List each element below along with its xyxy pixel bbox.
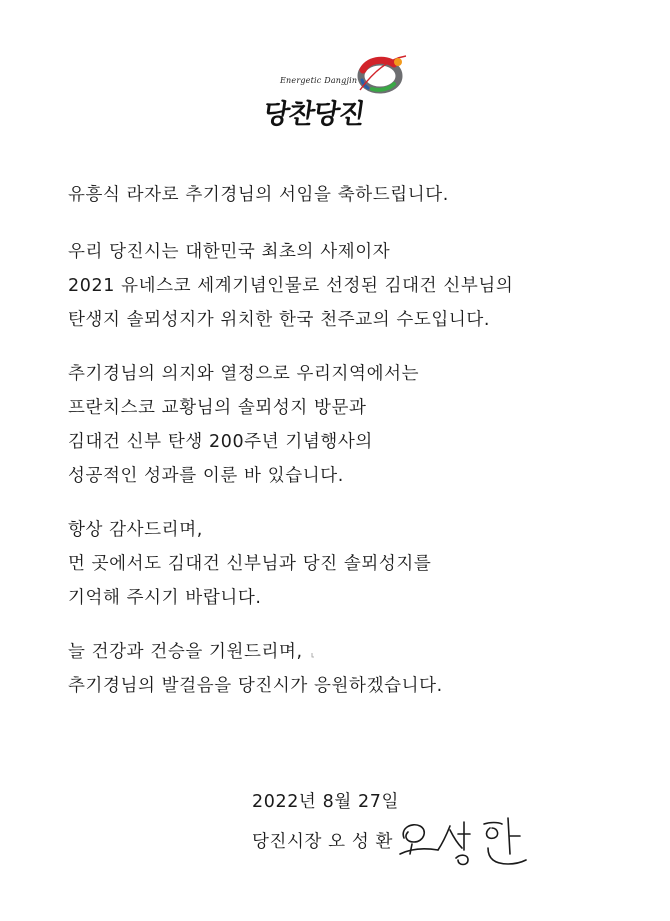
- letter-body: [68, 178, 648, 723]
- paragraph: [68, 178, 648, 212]
- text-line: 기억해 주시기 바랍니다.: [68, 588, 262, 608]
- text-line: 우리 당진시는 대한민국 최초의 사제이자: [68, 242, 391, 262]
- paragraph: [68, 357, 648, 493]
- text-line: 추기경님의 의지와 열정으로 우리지역에서는: [68, 364, 420, 384]
- logo-tagline: Energetic Dangjin: [280, 76, 358, 85]
- paragraph: [68, 235, 648, 337]
- letter-date: 2022년 8월 27일: [252, 792, 399, 812]
- paragraph: [68, 635, 648, 703]
- text-line: 추기경님의 발걸음을 당진시가 응원하겠습니다.: [68, 676, 443, 696]
- text-line: 김대건 신부 탄생 200주년 기념행사의: [68, 432, 373, 452]
- text-line: 유흥식 라자로 추기경님의 서임을 축하드립니다.: [68, 185, 449, 205]
- sender-name: 당진시장 오 성 환: [252, 832, 394, 852]
- text-line: 2021 유네스코 세계기념인물로 선정된 김대건 신부님의: [68, 276, 514, 296]
- dangjin-logo: [256, 48, 416, 138]
- text-line: 프란치스코 교황님의 솔뫼성지 방문과: [68, 398, 367, 418]
- text-line: 항상 감사드리며,: [68, 520, 203, 540]
- logo-wordmark: 당찬당진: [261, 99, 367, 130]
- text-line: 먼 곳에서도 김대건 신부님과 당진 솔뫼성지를: [68, 554, 432, 574]
- text-line: 늘 건강과 건승을 기원드리며,: [68, 642, 303, 662]
- text-line: 탄생지 솔뫼성지가 위치한 한국 천주교의 수도입니다.: [68, 310, 491, 330]
- text-line: 성공적인 성과를 이룬 바 있습니다.: [68, 466, 344, 486]
- paragraph: [68, 513, 648, 615]
- handwritten-signature-icon: [398, 814, 528, 874]
- scan-speck: [311, 652, 315, 657]
